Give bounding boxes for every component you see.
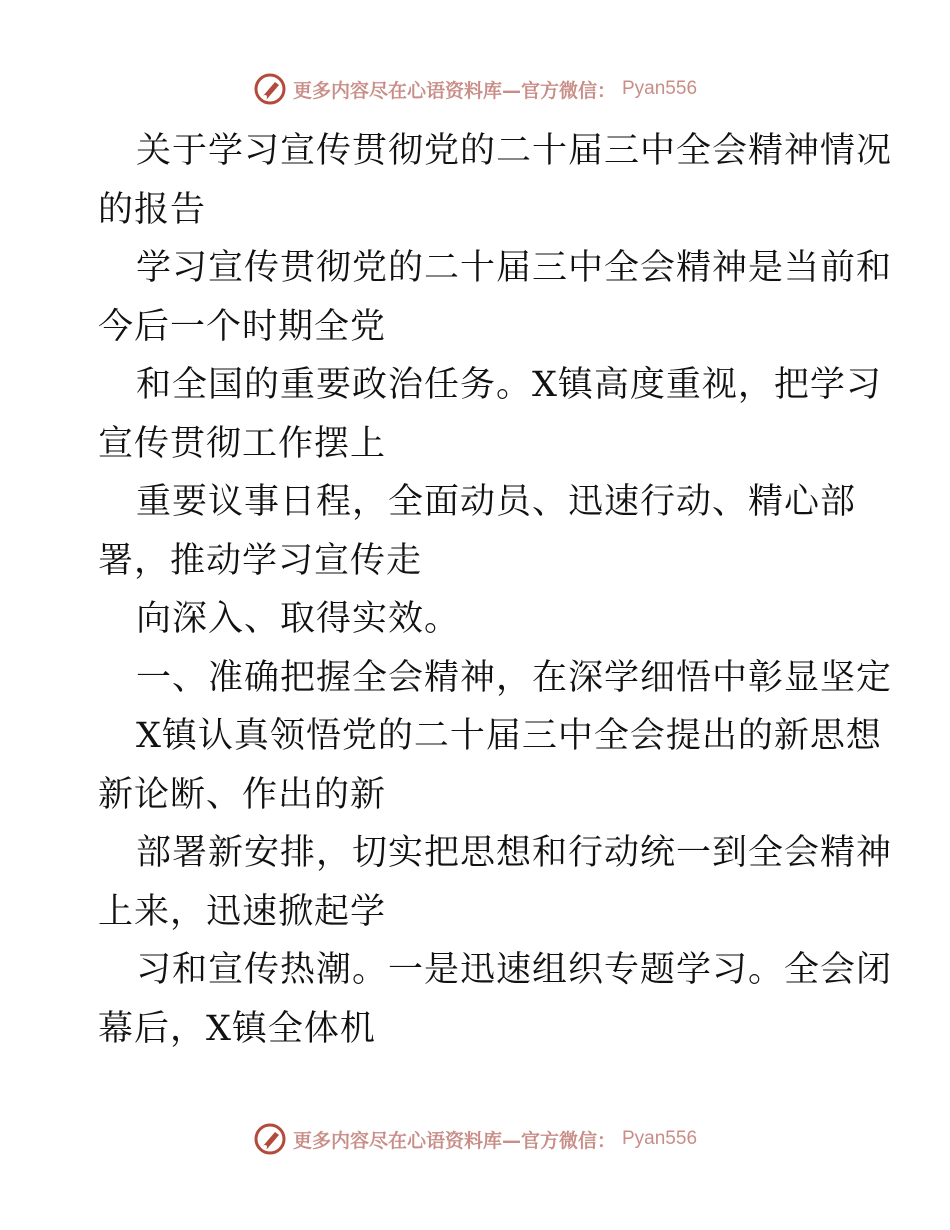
- doc-line-7: 重要议事日程，全面动员、迅速行动、精心部: [136, 482, 857, 522]
- footer-banner-account: Pyan556: [622, 1128, 698, 1149]
- doc-line-3: 学习宣传贯彻党的二十届三中全会精神是当前和: [136, 248, 893, 288]
- doc-line-15: 习和宣传热潮。一是迅速组织专题学习。全会闭: [136, 950, 893, 990]
- doc-line-1: 关于学习宣传贯彻党的二十届三中全会精神情况: [136, 131, 893, 171]
- header-banner-text: 更多内容尽在心语资料库—官方微信：: [292, 79, 616, 102]
- doc-line-6: 宣传贯彻工作摆上: [98, 423, 387, 464]
- doc-line-13: 部署新安排，切实把思想和行动统一到全会精神: [136, 833, 893, 873]
- doc-line-2: 的报告: [98, 189, 207, 230]
- pen-circle-logo-icon: [253, 72, 287, 106]
- footer-banner-text: 更多内容尽在心语资料库—官方微信：: [292, 1129, 616, 1152]
- header-banner: [0, 72, 950, 106]
- doc-line-16: 幕后，X镇全体机: [98, 1008, 376, 1049]
- doc-line-12: 新论断、作出的新: [98, 774, 387, 815]
- header-banner-account: Pyan556: [622, 78, 698, 99]
- doc-line-9: 向深入、取得实效。: [136, 599, 461, 639]
- pen-circle-logo-icon: [253, 1122, 287, 1156]
- doc-line-14: 上来，迅速掀起学: [98, 891, 387, 932]
- doc-line-10: 一、准确把握全会精神，在深学细悟中彰显坚定: [136, 657, 893, 698]
- document-body: [98, 122, 893, 1058]
- footer-banner: [0, 1122, 950, 1156]
- doc-line-8: 署，推动学习宣传走: [98, 540, 423, 581]
- doc-line-11: X镇认真领悟党的二十届三中全会提出的新思想: [136, 716, 882, 756]
- doc-line-5: 和全国的重要政治任务。X镇高度重视，把学习: [136, 365, 882, 405]
- doc-line-4: 今后一个时期全党: [98, 306, 387, 347]
